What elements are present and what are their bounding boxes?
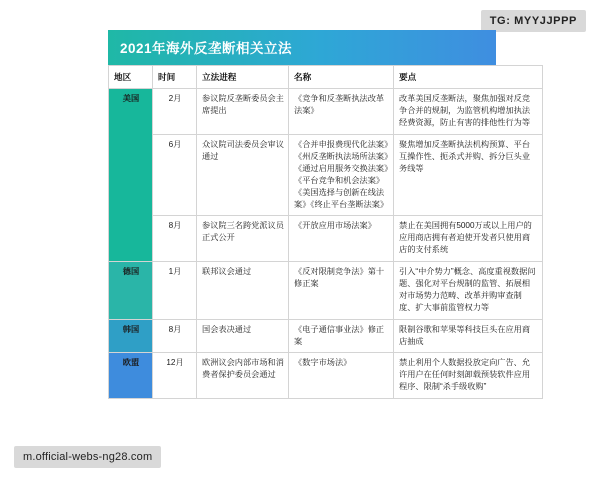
cell-time: 8月 xyxy=(153,319,197,353)
table-row xyxy=(109,319,543,353)
cell-process: 联邦议会通过 xyxy=(197,262,289,320)
cell-time: 2月 xyxy=(153,89,197,135)
cell-process: 众议院司法委员会审议通过 xyxy=(197,135,289,216)
cell-points: 聚焦增加反垄断执法机构预算、平台互操作性、扼杀式并购、拆分巨头业务线等 xyxy=(394,135,543,216)
cell-points: 引入“中介势力”概念、高度重视数据问题、强化对平台规制的监管、拓展相对市场势力范畴、改革并购审查制度、扩大事前监管权力等 xyxy=(394,262,543,320)
cell-points: 限制谷歌和苹果等科技巨头在应用商店抽成 xyxy=(394,319,543,353)
cell-name: 《反对限制竞争法》第十修正案 xyxy=(289,262,394,320)
watermark-bottom-left: m.official-webs-ng28.com xyxy=(14,446,161,468)
cell-name: 《开放应用市场法案》 xyxy=(289,216,394,262)
column-header-name: 名称 xyxy=(289,66,394,89)
cell-process: 参议院反垄断委员会主席提出 xyxy=(197,89,289,135)
column-header-time: 时间 xyxy=(153,66,197,89)
cell-region: 欧盟 xyxy=(109,353,153,399)
cell-process: 欧洲议会内部市场和消费者保护委员会通过 xyxy=(197,353,289,399)
cell-points: 禁止利用个人数据投放定向广告、允许用户在任何时刻卸载预装软件应用程序、限制“杀手级收购” xyxy=(394,353,543,399)
cell-process: 参议院三名跨党派议员正式公开 xyxy=(197,216,289,262)
cell-name: 《合并申报费现代化法案》《州反垄断执法场所法案》《通过启用服务交换法案》《平台竞争和机会法案》《美国选择与创新在线法案》《终止平台垄断法案》 xyxy=(289,135,394,216)
cell-points: 改革美国反垄断法，聚焦加强对反竞争合并的规制，为监管机构增加执法经费资源，防止有害的排他性行为等 xyxy=(394,89,543,135)
cell-time: 1月 xyxy=(153,262,197,320)
cell-points: 禁止在美国拥有5000万或以上用户的应用商店拥有者迫使开发者只使用商店的支付系统 xyxy=(394,216,543,262)
table-row xyxy=(109,216,543,262)
column-header-process: 立法进程 xyxy=(197,66,289,89)
cell-time: 6月 xyxy=(153,135,197,216)
cell-name: 《数字市场法》 xyxy=(289,353,394,399)
cell-time: 8月 xyxy=(153,216,197,262)
table-title: 2021年海外反垄断相关立法 xyxy=(108,30,496,65)
legislation-table xyxy=(108,65,543,399)
cell-name: 《电子通信事业法》修正案 xyxy=(289,319,394,353)
cell-region: 德国 xyxy=(109,262,153,320)
cell-region: 韩国 xyxy=(109,319,153,353)
table-row xyxy=(109,135,543,216)
cell-name: 《竞争和反垄断执法改革法案》 xyxy=(289,89,394,135)
column-header-region: 地区 xyxy=(109,66,153,89)
table-row xyxy=(109,89,543,135)
column-header-points: 要点 xyxy=(394,66,543,89)
table-header xyxy=(109,66,543,89)
watermark-top-right: TG: MYYJJPPP xyxy=(481,10,586,32)
table-row xyxy=(109,353,543,399)
table-row xyxy=(109,262,543,320)
cell-process: 国会表决通过 xyxy=(197,319,289,353)
table-header-row xyxy=(109,66,543,89)
table-body xyxy=(109,89,543,399)
cell-time: 12月 xyxy=(153,353,197,399)
legislation-table-container xyxy=(108,30,536,399)
cell-region: 美国 xyxy=(109,89,153,262)
